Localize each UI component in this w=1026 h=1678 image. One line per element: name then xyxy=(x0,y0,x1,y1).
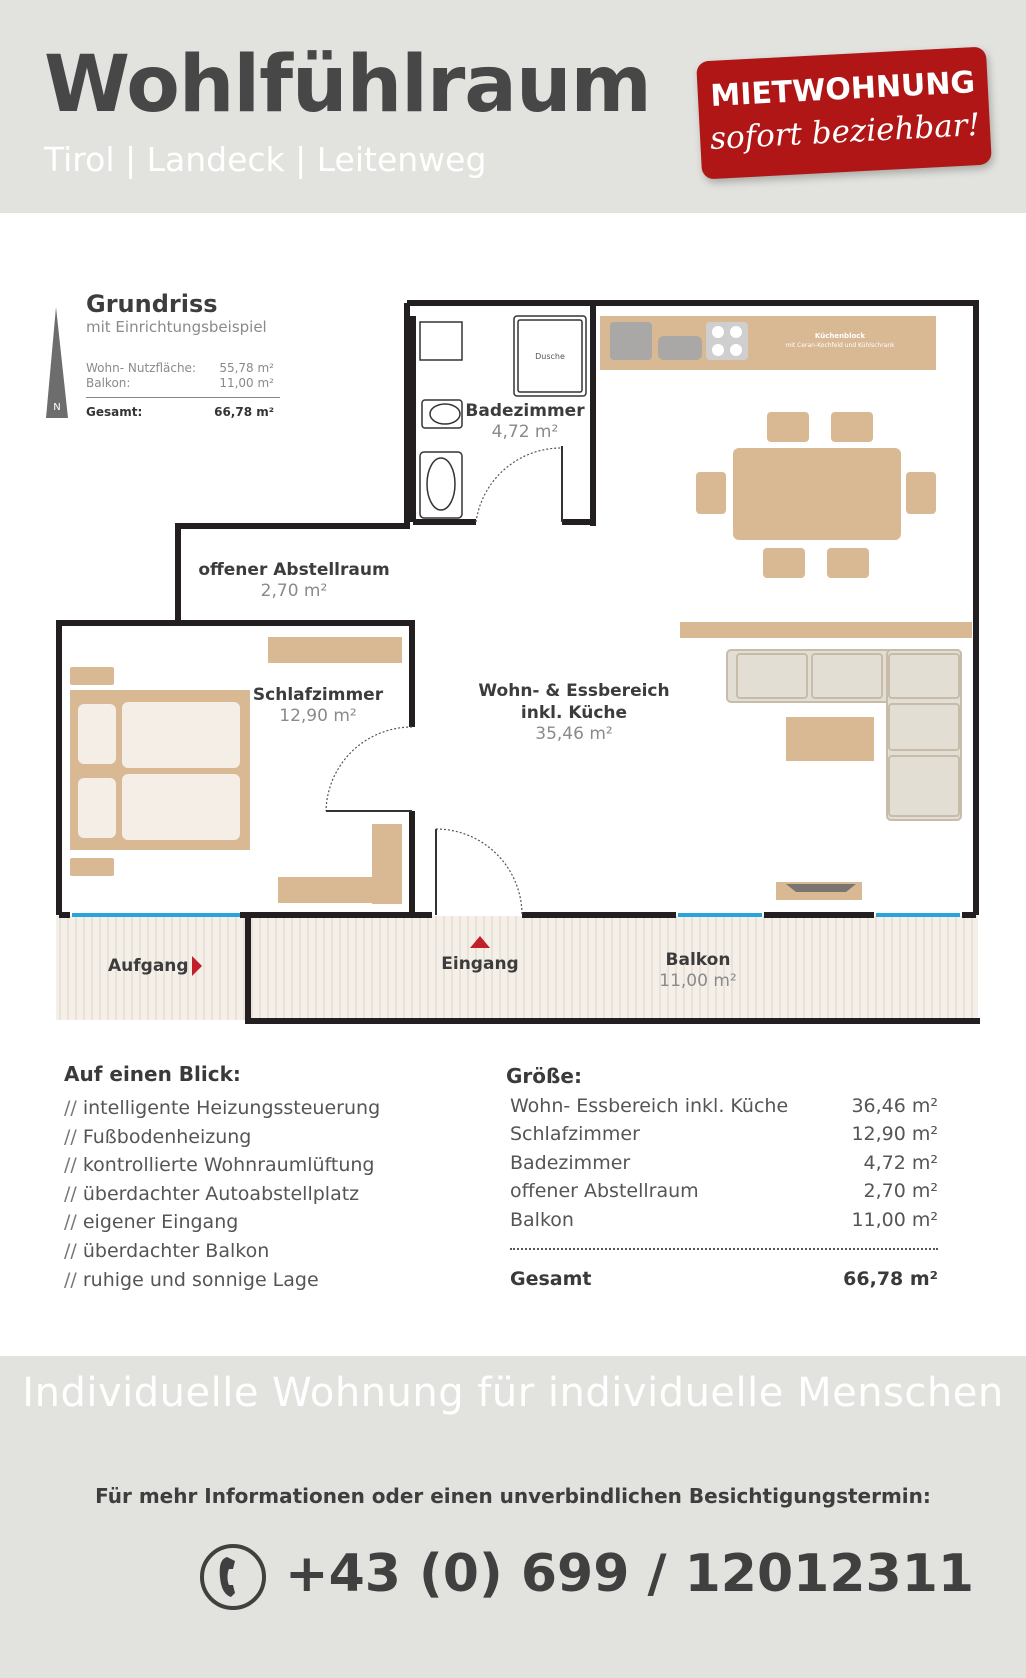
room-area-bedroom: 12,90 m² xyxy=(279,706,357,726)
room-label-living-1: Wohn- & Essbereich xyxy=(478,681,670,701)
size-label: Schlafzimmer xyxy=(510,1123,640,1145)
feature-text: intelligente Heizungssteuerung xyxy=(82,1097,381,1119)
summary-balcony-value: 11,00 m² xyxy=(219,376,274,390)
sizes-total-label: Gesamt xyxy=(510,1268,592,1290)
features-title: Auf einen Blick: xyxy=(64,1062,241,1086)
size-value: 2,70 m² xyxy=(863,1180,938,1202)
feature-prefix: // xyxy=(64,1268,77,1291)
room-area-balcony: 11,00 m² xyxy=(659,971,737,991)
floorplan-subtitle: mit Einrichtungsbeispiel xyxy=(86,318,267,336)
phone-number[interactable]: +43 (0) 699 / 12012311 xyxy=(285,1544,975,1604)
floorplan-title: Grundriss xyxy=(86,290,218,318)
kitchen-block-sublabel: mit Ceran-Kochfeld und Kühlschrank xyxy=(785,342,895,349)
feature-prefix: // xyxy=(64,1154,77,1177)
feature-text: eigener Eingang xyxy=(82,1211,239,1234)
size-value: 36,46 m² xyxy=(851,1095,938,1117)
summary-living-label: Wohn- Nutzfläche: xyxy=(86,361,196,375)
size-value: 12,90 m² xyxy=(851,1123,938,1145)
feature-item xyxy=(64,1266,380,1295)
feature-prefix: // xyxy=(64,1239,77,1262)
bedroom-furniture xyxy=(70,637,402,904)
compass-north-icon xyxy=(46,307,68,418)
room-area-storage: 2,70 m² xyxy=(260,581,328,601)
cooktop-icon xyxy=(706,322,748,360)
room-area-bathroom: 4,72 m² xyxy=(491,422,559,442)
dining-table xyxy=(733,448,901,540)
feature-item xyxy=(64,1123,380,1152)
summary-total-label: Gesamt: xyxy=(86,405,143,419)
location-subtitle: Tirol | Landeck | Leitenweg xyxy=(44,140,487,179)
counter xyxy=(680,622,972,638)
sink-icon xyxy=(610,322,652,360)
feature-item xyxy=(64,1237,380,1266)
balcony-floor xyxy=(248,916,978,1020)
feature-prefix: // xyxy=(64,1125,77,1148)
summary-living-value: 55,78 m² xyxy=(219,361,274,375)
features-list xyxy=(64,1062,380,1294)
feature-item xyxy=(64,1180,380,1209)
feature-text: Fußbodenheizung xyxy=(82,1125,252,1148)
feature-item xyxy=(64,1094,380,1123)
tv-board xyxy=(776,882,862,900)
size-label: Wohn- Essbereich inkl. Küche xyxy=(510,1095,789,1117)
room-label-storage: offener Abstellraum xyxy=(198,560,390,580)
size-row xyxy=(510,1123,938,1151)
dining-set xyxy=(696,412,936,578)
size-row xyxy=(510,1209,938,1237)
size-row xyxy=(510,1095,938,1123)
room-label-bedroom: Schlafzimmer xyxy=(252,685,384,705)
size-value: 11,00 m² xyxy=(851,1209,938,1231)
size-label: Badezimmer xyxy=(510,1152,631,1174)
feature-item xyxy=(64,1151,380,1180)
size-row xyxy=(510,1180,938,1208)
feature-prefix: // xyxy=(64,1211,77,1234)
phone-icon xyxy=(199,1543,267,1611)
feature-item xyxy=(64,1208,380,1237)
feature-prefix: // xyxy=(64,1182,77,1205)
contact-info-text: Für mehr Informationen oder einen unverbindlichen Besichtigungstermin: xyxy=(95,1484,931,1508)
room-label-bathroom: Badezimmer xyxy=(465,401,585,421)
room-label-living-2: inkl. Küche xyxy=(520,703,628,723)
slogan: Individuelle Wohnung für individuelle Menschen xyxy=(22,1370,1004,1416)
page-title: Wohlfühlraum xyxy=(44,40,651,130)
badge-line-1: MIETWOHNUNG xyxy=(709,65,976,114)
sizes-divider xyxy=(510,1248,938,1250)
size-row xyxy=(510,1152,938,1180)
room-area-living: 35,46 m² xyxy=(535,724,613,744)
size-label: Balkon xyxy=(510,1209,574,1231)
feature-text: überdachter Autoabstellplatz xyxy=(82,1182,360,1205)
size-label: offener Abstellraum xyxy=(510,1180,699,1202)
sizes-title: Größe: xyxy=(506,1064,582,1088)
shower-label: Dusche xyxy=(535,352,565,361)
feature-text: kontrollierte Wohnraumlüftung xyxy=(82,1154,375,1177)
room-label-balcony: Balkon xyxy=(665,950,731,970)
feature-text: ruhige und sonnige Lage xyxy=(82,1268,319,1291)
summary-balcony-label: Balkon: xyxy=(86,376,131,390)
sink-cabinet xyxy=(420,322,462,360)
stairs-label: Aufgang xyxy=(108,956,189,976)
compass-label: N xyxy=(53,402,61,413)
coffee-table xyxy=(786,717,874,761)
wardrobe xyxy=(268,637,402,663)
entrance-label: Eingang xyxy=(441,954,519,974)
kitchen-block-label: Küchenblock xyxy=(814,332,866,340)
sizes-total xyxy=(510,1268,938,1290)
feature-text: überdachter Balkon xyxy=(82,1239,270,1262)
feature-prefix: // xyxy=(64,1097,77,1119)
size-value: 4,72 m² xyxy=(863,1152,938,1174)
badge-line-2: sofort beziehbar! xyxy=(709,106,981,158)
sizes-total-value: 66,78 m² xyxy=(843,1268,938,1290)
summary-total-value: 66,78 m² xyxy=(214,405,274,419)
